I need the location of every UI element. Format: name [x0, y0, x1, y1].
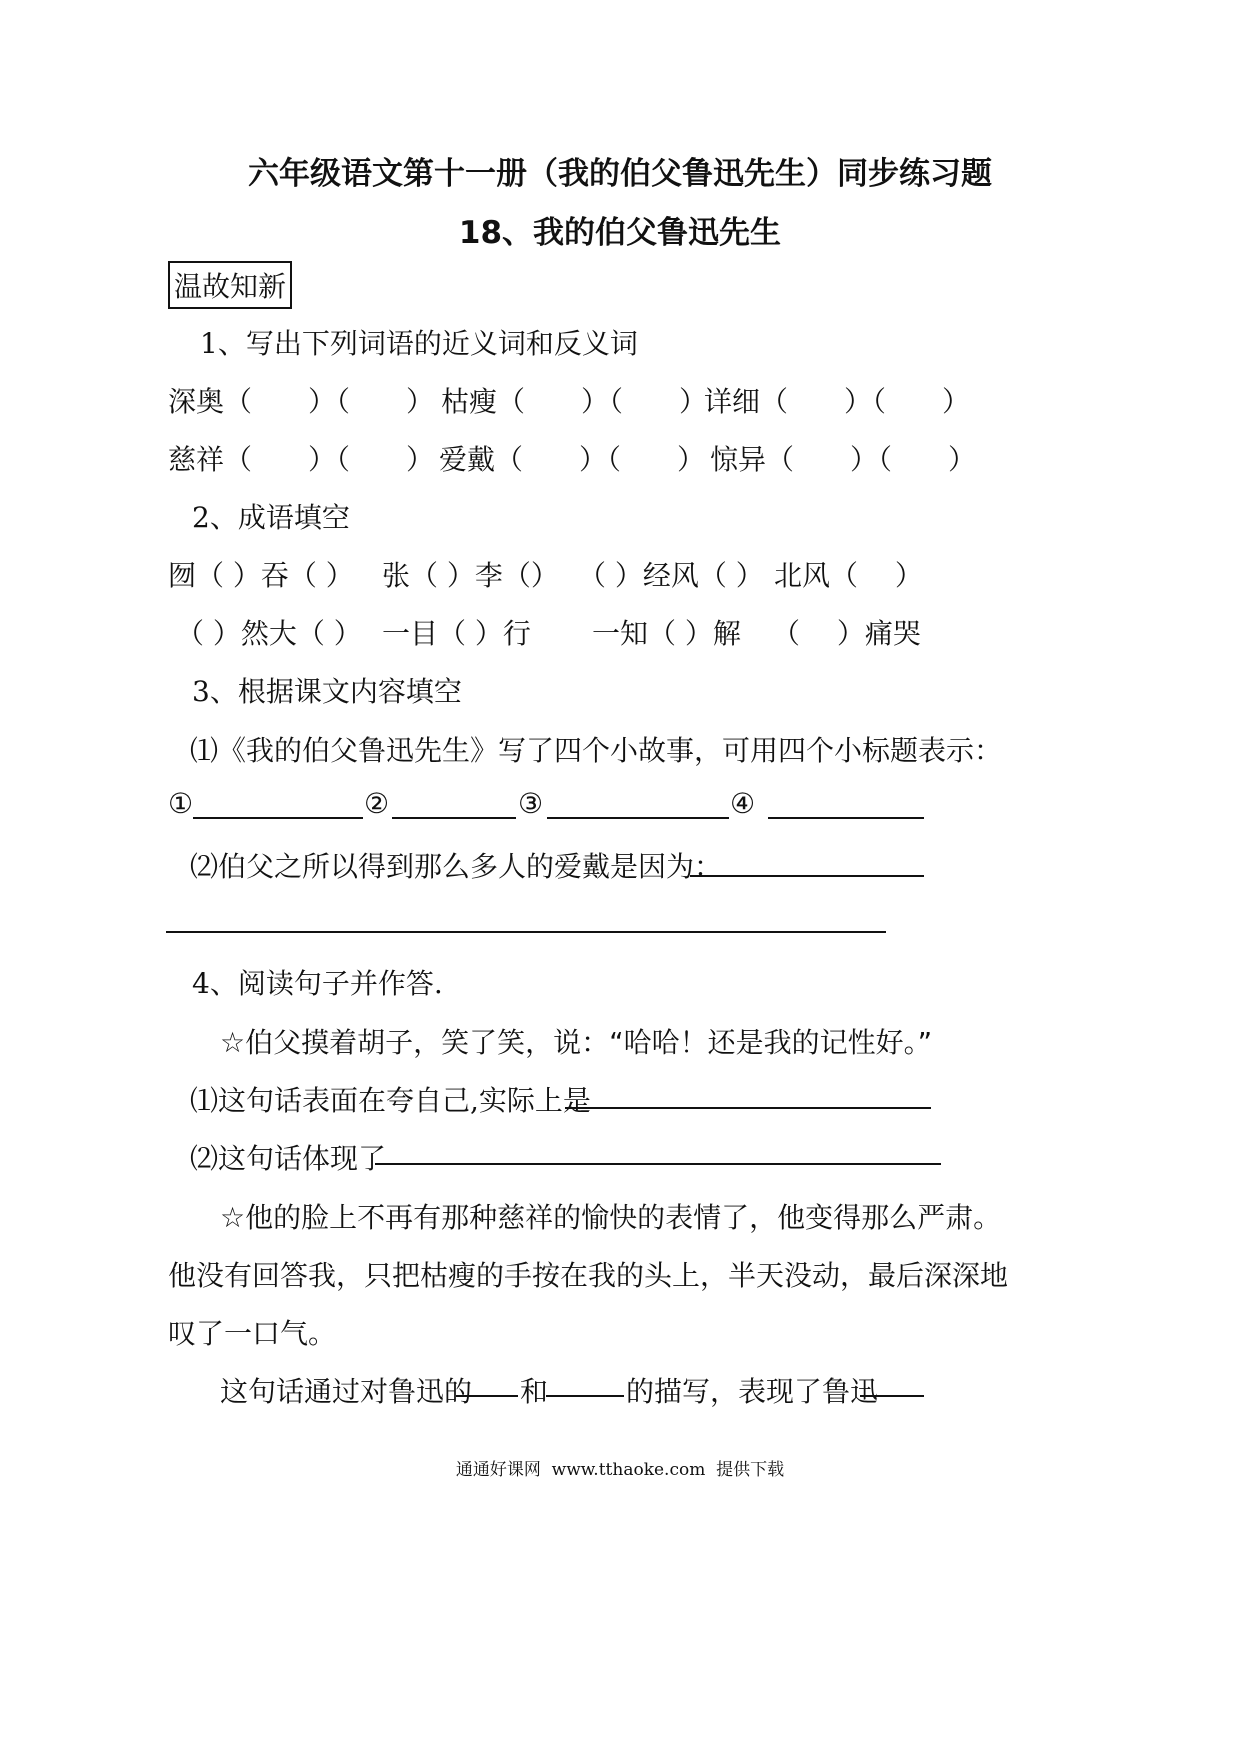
q4-quote-2-line-2: 他没有回答我，只把枯瘦的手按在我的头上，半天没动，最后深深地 — [168, 1259, 1009, 1292]
q2-idiom-2: 张（ ）李（） — [382, 559, 559, 592]
q3-sub1: ⑴《我的伯父鲁迅先生》写了四个小故事，可用四个小标题表示： — [190, 734, 1003, 767]
q1-word-6: 惊异（ ）（ ） — [710, 443, 977, 476]
q1-word-3: 详细（ ）（ ） — [704, 385, 971, 418]
q2-idiom-7: 一知（ ）解 — [592, 617, 741, 650]
q2-idiom-1: 囫（ ）吞（ ） — [168, 559, 354, 592]
page-subtitle: 18、我的伯父鲁迅先生 — [458, 215, 782, 251]
q2-idiom-8: （ ）痛哭 — [772, 617, 921, 650]
q3-sub2: ⑵伯父之所以得到那么多人的爱戴是因为： — [190, 850, 723, 883]
q1-word-5: 爱戴（ ）（ ） — [439, 443, 706, 476]
q3-marker-2: ② — [364, 787, 390, 820]
q1-prompt: 1、写出下列词语的近义词和反义词 — [200, 327, 638, 360]
q4-fill-blank-1[interactable] — [456, 1395, 518, 1397]
q2-idiom-5: （ ）然大（ ） — [176, 617, 362, 650]
q3-blank-3[interactable] — [547, 817, 729, 819]
page-title: 六年级语文第十一册（我的伯父鲁迅先生）同步练习题 — [248, 156, 992, 192]
page-footer: 通通好课网 www.tthaoke.com 提供下载 — [455, 1460, 785, 1480]
q3-prompt: 3、根据课文内容填空 — [192, 675, 462, 708]
q4-fill-part-3: 的描写，表现了鲁迅 — [626, 1375, 879, 1408]
q2-idiom-4: 北风（ ） — [774, 559, 923, 592]
q4-fill-blank-3[interactable] — [860, 1395, 924, 1397]
q3-blank-1[interactable] — [193, 817, 363, 819]
q4-sub1-blank[interactable] — [565, 1107, 931, 1109]
q1-word-4: 慈祥（ ）（ ） — [168, 443, 435, 476]
q1-word-1: 深奥（ ）（ ） — [168, 385, 435, 418]
q1-word-2: 枯瘦（ ）（ ） — [441, 385, 708, 418]
q3-marker-1: ① — [168, 787, 194, 820]
q2-prompt: 2、成语填空 — [192, 501, 350, 534]
q4-fill-part-1: 这句话通过对鲁迅的 — [220, 1375, 473, 1408]
q4-sub2: ⑵这句话体现了 — [190, 1142, 387, 1175]
q3-blank-2[interactable] — [392, 817, 516, 819]
q4-sub2-blank[interactable] — [375, 1163, 941, 1165]
q4-prompt: 4、阅读句子并作答. — [192, 967, 443, 1000]
q4-fill-blank-2[interactable] — [546, 1395, 624, 1397]
q4-quote-2-line-1: ☆他的脸上不再有那种慈祥的愉快的表情了，他变得那么严肃。 — [220, 1201, 1002, 1234]
section-label: 温故知新 — [168, 261, 292, 309]
q3-marker-3: ③ — [518, 787, 544, 820]
q3-blank-4[interactable] — [768, 817, 924, 819]
q4-sub1: ⑴这句话表面在夸自己,实际上是 — [190, 1084, 591, 1117]
q4-quote-1: ☆伯父摸着胡子，笑了笑，说：“哈哈！还是我的记性好。” — [220, 1026, 933, 1059]
q3-marker-4: ④ — [730, 787, 756, 820]
q3-sub2-blank[interactable] — [690, 875, 924, 877]
q2-idiom-3: （ ）经风（ ） — [578, 559, 764, 592]
q3-sub2-blank-line2[interactable] — [166, 931, 886, 933]
q4-quote-2-line-3: 叹了一口气。 — [168, 1317, 337, 1350]
q4-fill-part-2: 和 — [520, 1375, 549, 1408]
q2-idiom-6: 一目（ ）行 — [382, 617, 531, 650]
